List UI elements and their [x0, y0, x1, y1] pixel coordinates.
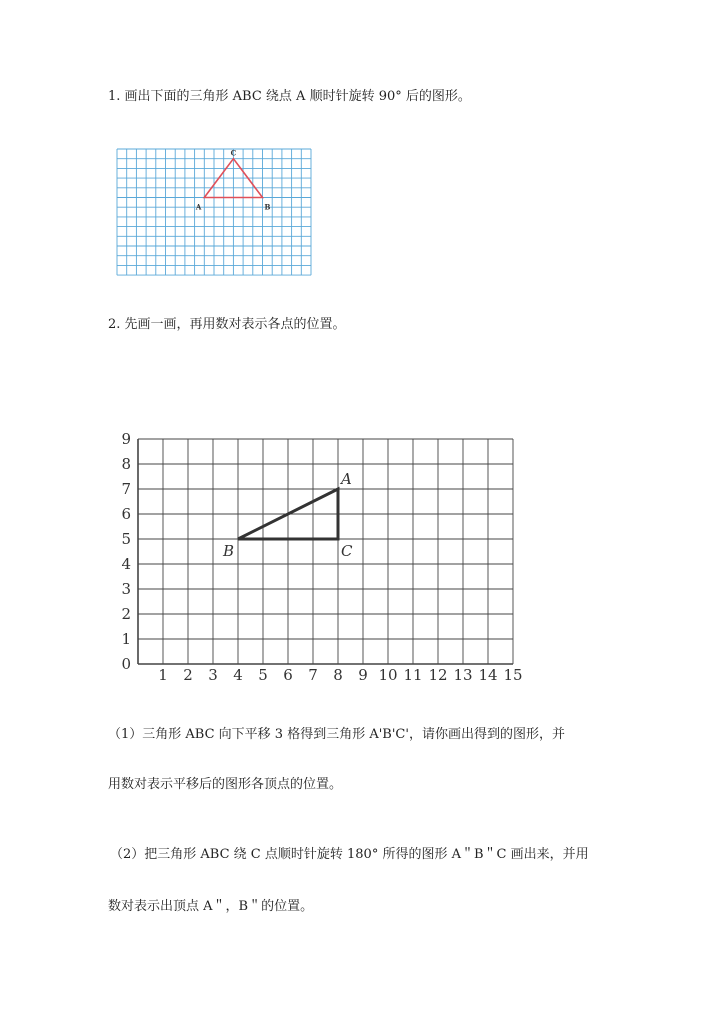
vertex-label-a: A: [195, 202, 202, 212]
x-tick-label: 15: [503, 666, 523, 684]
coordinate-grid-figure: [110, 425, 530, 691]
y-tick-label: 8: [121, 455, 131, 473]
x-tick-label: 11: [403, 666, 423, 684]
vertex-label-c: C: [230, 148, 237, 158]
subquestion-2-line-1: （2）把三角形 ABC 绕 C 点顺时针旋转 180° 所得的图形 A＂B＂C 画出来，并用: [110, 847, 589, 862]
coordinate-grid-svg: [110, 425, 530, 687]
x-tick-label: 14: [478, 666, 498, 684]
x-tick-label: 9: [358, 666, 368, 684]
y-tick-label: 6: [121, 505, 131, 523]
rotation-grid-svg: [113, 145, 313, 277]
x-tick-label: 5: [258, 666, 268, 684]
x-tick-label: 1: [158, 666, 168, 684]
y-tick-label: 5: [121, 530, 131, 548]
question-1-text: 1. 画出下面的三角形 ABC 绕点 A 顺时针旋转 90° 后的图形。: [108, 89, 471, 104]
x-tick-label: 13: [453, 666, 473, 684]
y-tick-label: 1: [121, 630, 131, 648]
rotation-grid-figure: [113, 145, 313, 281]
y-tick-label: 0: [121, 655, 131, 673]
x-tick-label: 2: [183, 666, 193, 684]
vertex-label-c: C: [341, 542, 353, 560]
x-tick-label: 6: [283, 666, 293, 684]
y-tick-label: 9: [121, 430, 131, 448]
x-tick-label: 3: [208, 666, 218, 684]
y-tick-label: 4: [121, 555, 131, 573]
vertex-label-b: B: [222, 542, 234, 560]
vertex-label-a: A: [341, 470, 352, 488]
x-tick-label: 8: [333, 666, 343, 684]
x-tick-label: 10: [378, 666, 398, 684]
x-tick-label: 7: [308, 666, 318, 684]
subquestion-2-line-2: 数对表示出顶点 A＂，B＂的位置。: [108, 899, 314, 914]
y-tick-label: 2: [121, 605, 131, 623]
y-tick-label: 7: [121, 480, 131, 498]
subquestion-1-line-1: （1）三角形 ABC 向下平移 3 格得到三角形 A'B'C'，请你画出得到的图形，并: [108, 727, 565, 742]
question-2-text: 2. 先画一画，再用数对表示各点的位置。: [108, 317, 346, 332]
y-tick-label: 3: [121, 580, 131, 598]
subquestion-1-line-2: 用数对表示平移后的图形各顶点的位置。: [108, 777, 343, 792]
vertex-label-b: B: [264, 202, 271, 212]
x-tick-label: 12: [428, 666, 448, 684]
x-tick-label: 4: [233, 666, 243, 684]
